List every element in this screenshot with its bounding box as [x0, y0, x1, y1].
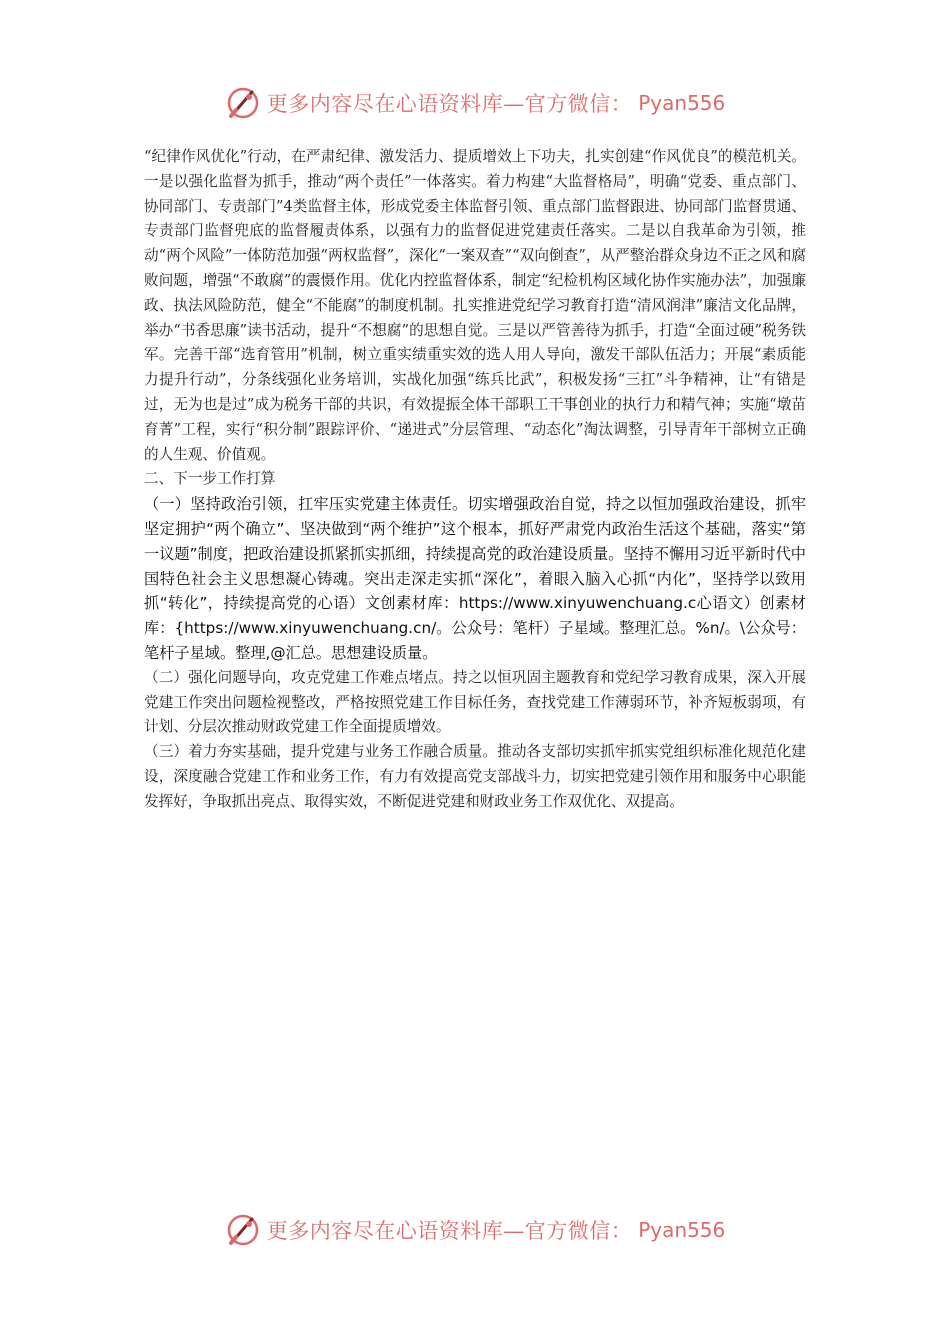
paragraph-discipline-style: “纪律作风优化”行动，在严肃纪律、激发活力、提质增效上下功夫，扎实创建“作风优良”的模范机关。一是以强化监督为抓手，推动“两个责任”一体落实。着力构建“大监督格局”，明确“党委、重点部门、协同部门、专责部门”4类监督主体，形成党委主体监督引领、重点部门监督跟进、协同部门监督贯通、专责部门监督兜底的监督履责体系，以强有力的监督促进党建责任落实。二是以自我革命为引领，推动“两个风险”一体防范加强“两权监督”，深化“一案双查”“双向倒查”，从严整治群众身边不正之风和腐败问题，增强“不敢腐”的震慑作用。优化内控监督体系，制定“纪检机构区域化协作实施办法”，加强廉政、执法风险防范，健全“不能腐”的制度机制。扎实推进党纪学习教育打造“清风润津”廉洁文化品牌，举办“书香思廉”读书活动，提升“不想腐”的思想自觉。三是以严管善待为抓手，打造“全面过硬”税务铁军。完善干部“选育管用”机制，树立重实绩重实效的选人用人导向，激发干部队伍活力；开展“素质能力提升行动”，分条线强化业务培训，实战化加强“练兵比武”，积极发扬“三扛”斗争精神，让“有错是过，无为也是过”成为税务干部的共识，有效提振全体干部职工干事创业的执行力和精气神；实施“墩苗育菁”工程，实行“积分制”跟踪评价、“递进式”分层管理、“动态化”淘汰调整，引导青年干部树立正确的人生观、价值观。: [144, 148, 806, 463]
item-problem-orientation: （二）强化问题导向，攻克党建工作难点堵点。持之以恒巩固主题教育和党纪学习教育成果，深入开展党建工作突出问题检视整改，严格按照党建工作目标任务，查找党建工作薄弱环节，补齐短板弱项，有计划、分层次推动财政党建工作全面提质增效。: [144, 668, 806, 736]
header-banner-text: 更多内容尽在心语资料库—官方微信：: [266, 92, 633, 116]
brush-pen-logo-icon: [225, 85, 261, 121]
footer-banner: [0, 1210, 950, 1250]
item-solid-foundation: （三）着力夯实基础，提升党建与业务工作融合质量。推动各支部切实抓牢抓实党组织标准化规范化建设，深度融合党建工作和业务工作，有力有效提高党支部战斗力，切实把党建引领作用和服务中心职能发挥好，争取抓出亮点、取得实效，不断促进党建和财政业务工作双优化、双提高。: [144, 743, 806, 810]
footer-wechat-id: Pyan556: [638, 1218, 726, 1242]
footer-banner-inner: [225, 1212, 726, 1248]
section-heading-next-steps: 二、下一步工作打算: [144, 470, 276, 488]
footer-banner-text: 更多内容尽在心语资料库—官方微信：: [266, 1219, 633, 1243]
document-body: [144, 145, 806, 815]
header-wechat-id: Pyan556: [638, 91, 726, 115]
header-banner: [0, 83, 950, 123]
item-political-leadership: （一）坚持政治引领，扛牢压实党建主体责任。切实增强政治自觉，持之以恒加强政治建设，抓牢坚定拥护“两个确立”、坚决做到“两个维护”这个根本，抓好严肃党内政治生活这个基础，落实“第一议题”制度，把政治建设抓紧抓实抓细，持续提高党的政治建设质量。坚持不懈用习近平新时代中国特色社会主义思想凝心铸魂。突出走深走实抓“深化”，着眼入脑入心抓“内化”，坚持学以致用抓“转化”，持续提高党的心语）文创素材库：https://www.xinyuwenchuang.c心语文）创素材库：{https://www.xinyuwenchuang.cn/。公众号：笔杆）子星域。整理汇总。%n/。\公众号：笔杆子星域。整理,@汇总。思想建设质量。: [144, 495, 806, 662]
brush-pen-logo-icon: [225, 1212, 261, 1248]
header-banner-inner: [225, 85, 726, 121]
